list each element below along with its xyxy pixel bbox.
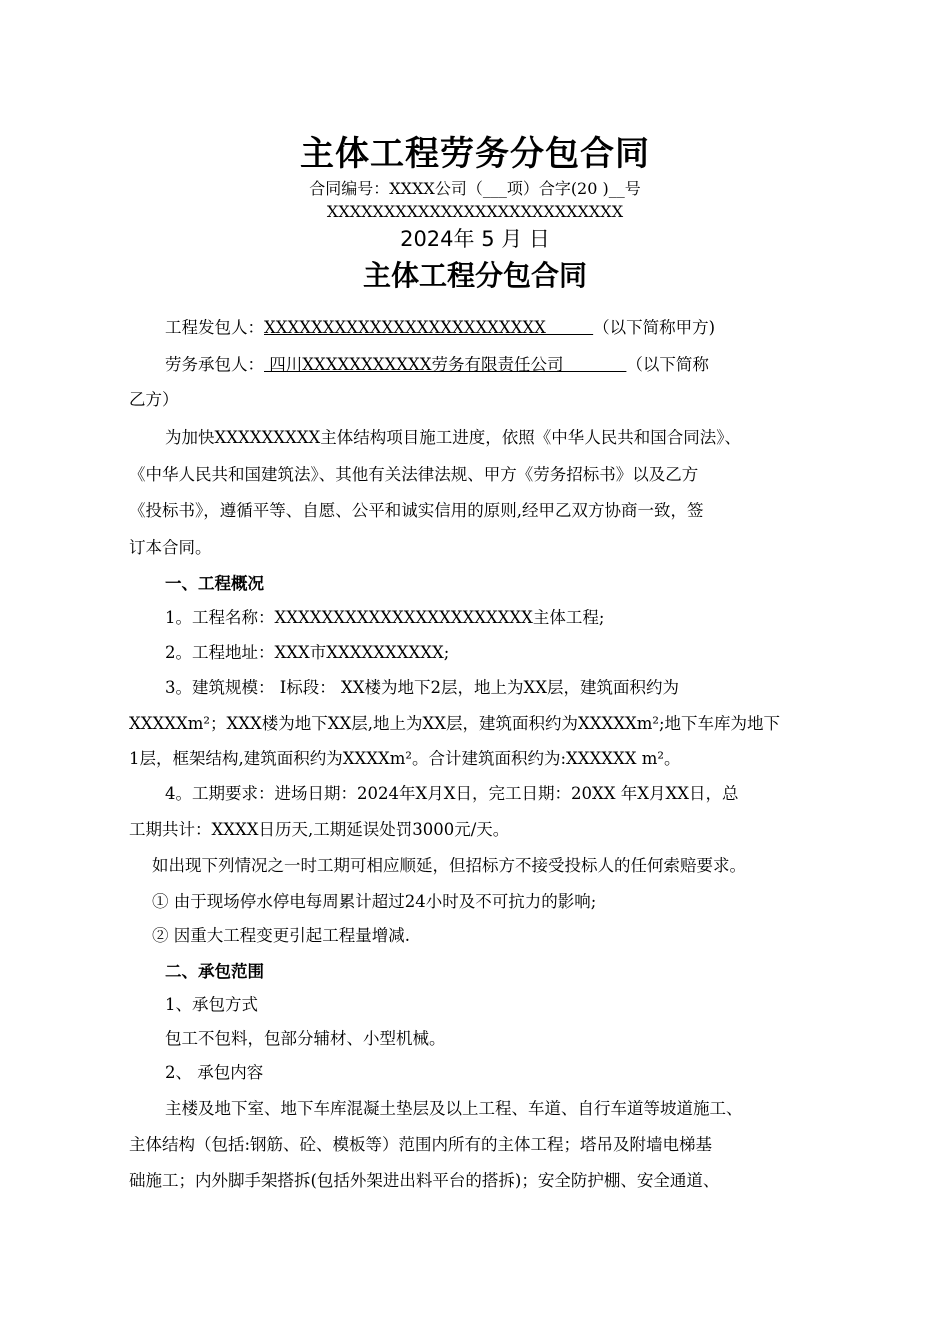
line-text: 二、承包范围 (165, 962, 264, 981)
body-line (152, 852, 746, 876)
body-line (165, 780, 738, 804)
line-text: 乙方） (129, 390, 179, 409)
line-text: ② 因重大工程变更引起工程量增减. (152, 926, 410, 945)
line-text: 主楼及地下室、地下车库混凝土垫层及以上工程、车道、自行车道等坡道施工、 (165, 1099, 743, 1118)
body-line (165, 424, 741, 448)
line-text: 4。工期要求：进场日期：2024年X月X日，完工日期：20XX 年X月XX日，总 (165, 784, 739, 803)
section-heading (165, 570, 264, 594)
body-line (129, 497, 704, 521)
body-line (129, 534, 212, 558)
line-text: ① 由于现场停水停电每周累计超过24小时及不可抗力的影响; (152, 892, 597, 911)
line-text: 1、承包方式 (165, 995, 258, 1014)
contract-code: XXXXXXXXXXXXXXXXXXXXXXXXXX (326, 202, 624, 221)
line-text: 劳务承包人： (165, 355, 264, 374)
body-line (129, 386, 179, 410)
body-line (129, 816, 509, 840)
body-line (165, 1025, 446, 1049)
body-line (129, 745, 681, 769)
document-title: 主体工程劳务分包合同 (300, 134, 650, 174)
line-text: 主体结构（包括:钢筋、砼、模板等）范围内所有的主体工程；塔吊及附墙电梯基 (129, 1135, 713, 1154)
body-line (165, 1059, 263, 1083)
body-line (129, 710, 780, 734)
line-text: 1。工程名称：XXXXXXXXXXXXXXXXXXXXXX主体工程; (165, 608, 605, 627)
line-text: 如出现下列情况之一时工期可相应顺延，但招标方不接受投标人的任何索赔要求。 (152, 856, 746, 875)
line-text: 工程发包人： (165, 318, 264, 337)
line-text: 《投标书》，遵循平等、自愿、公平和诚实信用的原则,经甲乙双方协商一致，签 (129, 501, 704, 520)
line-suffix: （以下简称 (626, 355, 709, 374)
line-text: 为加快XXXXXXXXX主体结构项目施工进度，依照《中华人民共和国合同法》、 (165, 428, 741, 447)
line-text: 订本合同。 (129, 538, 212, 557)
body-line (129, 1131, 712, 1155)
line-text: 1层，框架结构,建筑面积约为XXXXm²。合计建筑面积约为:XXXXXX m²。 (129, 749, 681, 768)
body-line (165, 604, 604, 628)
body-line (129, 461, 698, 485)
line-text: 《中华人民共和国建筑法》、其他有关法律法规、甲方《劳务招标书》以及乙方 (129, 465, 699, 484)
line-text: 一、工程概况 (165, 574, 264, 593)
party-name-field: 四川XXXXXXXXXXX劳务有限责任公司 (264, 355, 627, 374)
body-line (165, 991, 258, 1015)
line-text: 3。建筑规模： I标段： XX楼为地下2层，地上为XX层，建筑面积约为 (165, 678, 679, 697)
body-line (129, 1167, 719, 1191)
body-line (165, 1095, 743, 1119)
line-text: 2。工程地址：XXX市XXXXXXXXXX; (165, 643, 450, 662)
body-line (165, 639, 449, 663)
line-text: 2、 承包内容 (165, 1063, 264, 1082)
line-text: 工期共计：XXXX日历天,工期延误处罚3000元/天。 (129, 820, 510, 839)
body-line (152, 922, 410, 946)
contract-number: 合同编号：XXXX公司（___项）合字(20 )__号 (309, 179, 641, 198)
body-line (165, 351, 709, 375)
line-suffix: （以下简称甲方) (593, 318, 716, 337)
body-line (165, 314, 715, 338)
body-line (165, 674, 679, 698)
line-text: 础施工；内外脚手架搭拆(包括外架进出料平台的搭拆)；安全防护棚、安全通道、 (129, 1171, 720, 1190)
section-heading (165, 958, 264, 982)
body-line (152, 888, 596, 912)
contract-date: 2024年 5 月 日 (400, 227, 550, 251)
party-name-field: XXXXXXXXXXXXXXXXXXXXXXXX (264, 318, 594, 337)
line-text: XXXXXm²；XXX楼为地下XX层,地上为XX层，建筑面积约为XXXXXm²;地下车库为地下 (129, 714, 781, 733)
document-subtitle: 主体工程分包合同 (362, 259, 587, 292)
line-text: 包工不包料，包部分辅材、小型机械。 (165, 1029, 446, 1048)
